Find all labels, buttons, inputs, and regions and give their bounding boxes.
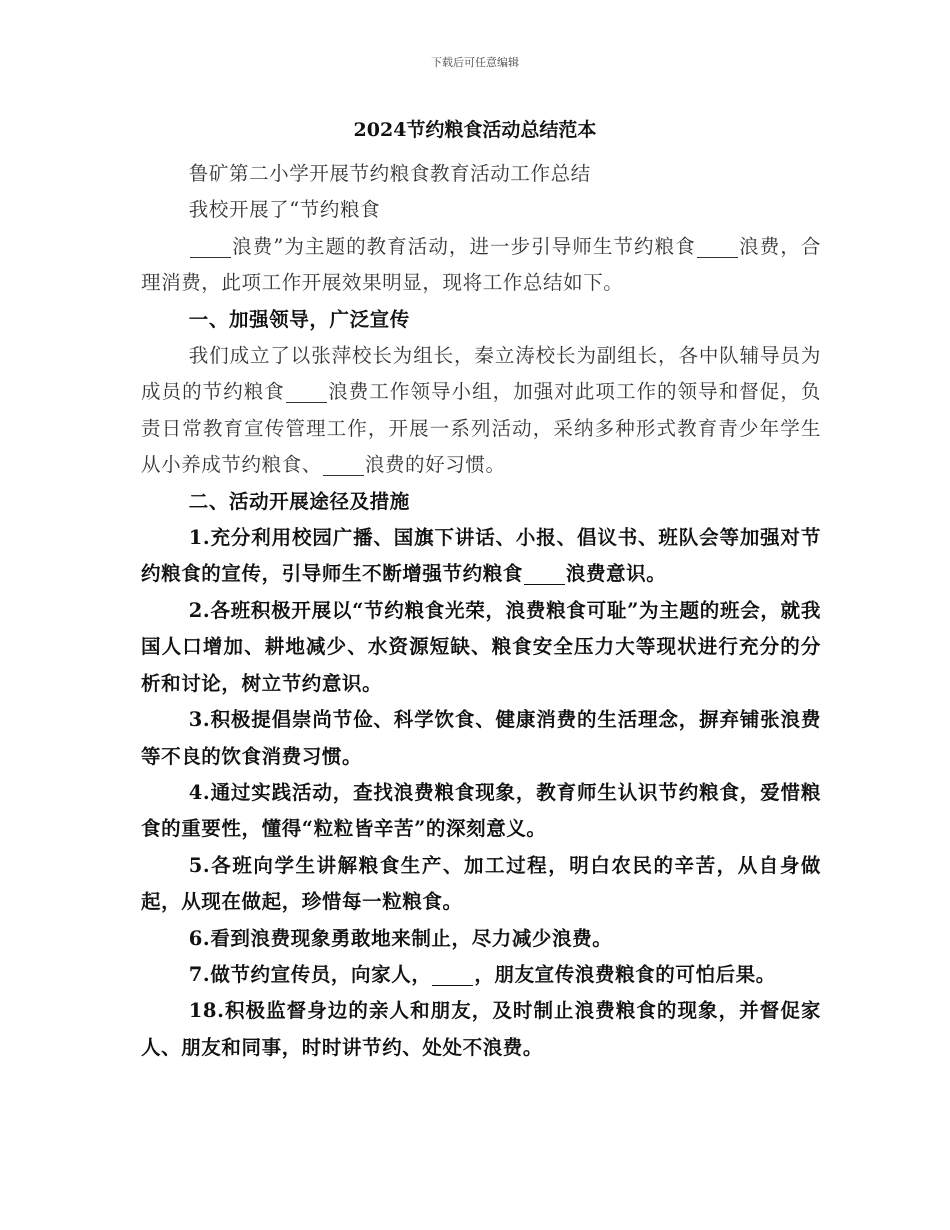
measure-item-8: 18.积极监督身边的亲人和朋友，及时制止浪费粮食的现象，并督促家人、朋友和同事，时时讲节约、处处不浪费。 <box>141 999 821 1059</box>
paragraph-text: 浪费，合理消费，此项工作开展效果明显，现将工作总结如下。 <box>141 234 821 295</box>
measure-item-7 <box>141 957 821 993</box>
section-heading-1: 一、加强领导，广泛宣传 <box>188 307 410 331</box>
measure-item-5: 5.各班向学生讲解粮食生产、加工过程，明白农民的辛苦，从自身做起，从现在做起，珍惜每一粒粮食。 <box>141 853 821 914</box>
fill-blank <box>286 381 327 403</box>
fill-blank <box>524 563 565 585</box>
fill-blank <box>323 454 364 476</box>
measure-item-6: 6.看到浪费现象勇敢地来制止，尽力减少浪费。 <box>188 926 613 950</box>
document-title: 2024节约粮食活动总结范本 <box>353 119 597 141</box>
document-body <box>141 156 821 1066</box>
paragraph-leadership <box>141 338 821 484</box>
paragraph-intro-2 <box>141 229 821 302</box>
measure-item-2: 2.各班积极开展以“节约粮食光荣，浪费粮食可耻”为主题的班会，就我国人口增加、耕地减少、水资源短缺、粮食安全压力大等现状进行充分的分析和讨论，树立节约意识。 <box>141 598 821 695</box>
paragraph-text: 浪费工作领导小组，加强对此项工作的领导和督促，负责日常教育宣传管理工作，开展一系列活动，采纳多种形式教育青少年学生从小养成节约粮食、 <box>141 380 821 477</box>
paragraph-text: 我们成立了以张萍校长为组长，秦立涛校长为副组长，各中队辅导员为成员的节约粮食 <box>141 344 821 404</box>
section-heading-2: 二、活动开展途径及措施 <box>188 489 410 513</box>
paragraph-text: ，朋友宣传浪费粮食的可怕后果。 <box>474 962 776 986</box>
measure-item-3: 3.积极提倡崇尚节俭、科学饮食、健康消费的生活理念，摒弃铺张浪费等不良的饮食消费习惯。 <box>141 708 821 768</box>
paragraph-text: 浪费的好习惯。 <box>364 453 506 477</box>
fill-blank <box>190 235 231 257</box>
paragraph-text: 7.做节约宣传员，向家人， <box>188 962 432 986</box>
paragraph-text: 浪费”为主题的教育活动，进一步引导师生节约粮食 <box>231 234 696 258</box>
header-note: 下载后可任意编辑 <box>431 56 519 69</box>
fill-blank <box>697 235 738 257</box>
measure-item-1 <box>141 520 821 593</box>
paragraph-text: 1.充分利用校园广播、国旗下讲话、小报、倡议书、班队会等加强对节约粮食的宣传，引导师生不断增强节约粮食 <box>141 526 821 586</box>
fill-blank <box>432 963 473 985</box>
paragraph-intro-heading: 鲁矿第二小学开展节约粮食教育活动工作总结 <box>188 162 591 185</box>
paragraph-intro-1: 我校开展了“节约粮食 <box>188 198 381 222</box>
measure-item-4: 4.通过实践活动，查找浪费粮食现象，教育师生认识节约粮食，爱惜粮食的重要性，懂得“粒粒皆辛苦”的深刻意义。 <box>141 780 821 841</box>
paragraph-text: 浪费意识。 <box>565 562 667 586</box>
